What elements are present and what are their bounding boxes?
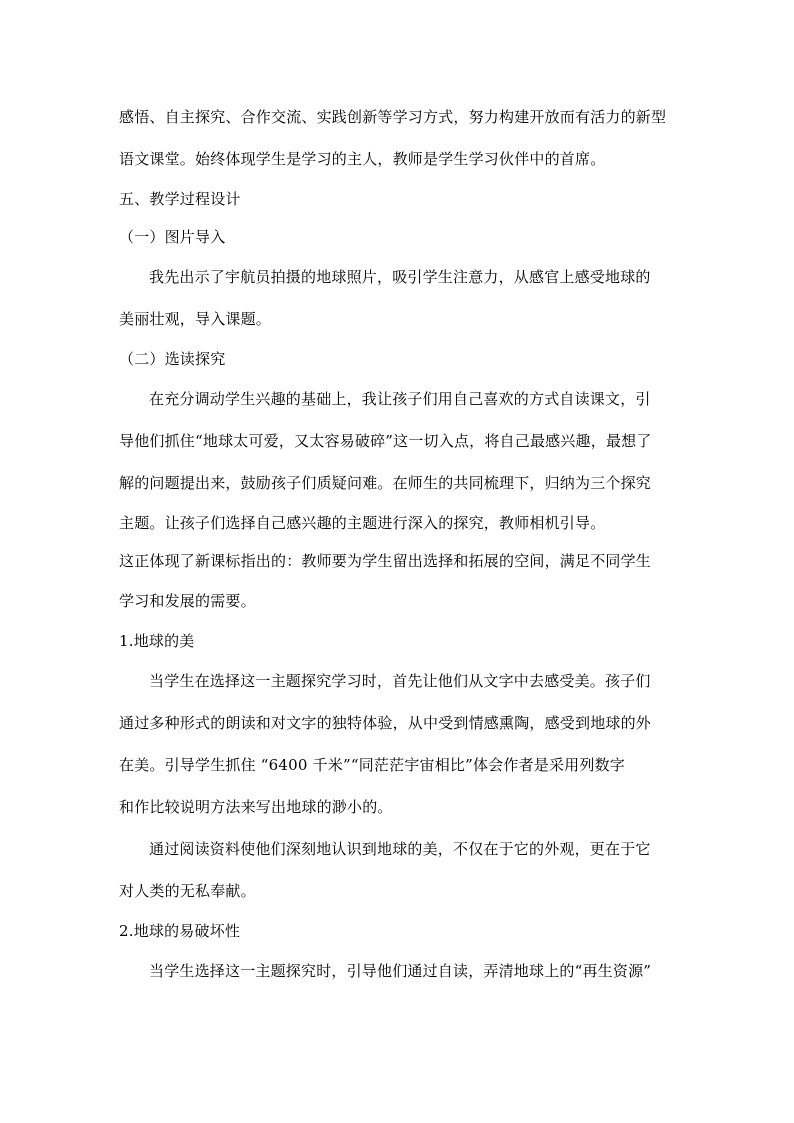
text-line: 通过阅读资料使他们深刻地认识到地球的美，不仅在于它的外观，更在于它 [149, 840, 651, 858]
text-line: 感悟、自主探究、合作交流、实践创新等学习方式，努力构建开放而有活力的新型 [119, 108, 667, 126]
text-line: 在充分调动学生兴趣的基础上，我让孩子们用自己喜欢的方式自读课文，引 [149, 390, 651, 408]
text-line: 语文课堂。始终体现学生是学习的主人，教师是学生学习伙伴中的首席。 [119, 150, 606, 168]
text-line: 和作比较说明方法来写出地球的渺小的。 [119, 798, 393, 816]
list-item-heading: 1.地球的美 [119, 632, 195, 650]
subheading: （二）选读探究 [119, 350, 226, 368]
text-line: 导他们抓住“地球太可爱，又太容易破碎”这一切入点，将自己最感兴趣，最想了 [119, 432, 652, 450]
text-line: 学习和发展的需要。 [119, 592, 256, 610]
subheading: （一）图片导入 [119, 228, 226, 246]
text-line: 我先出示了宇航员拍摄的地球照片，吸引学生注意力，从感官上感受地球的 [149, 268, 651, 286]
document-page [119, 96, 679, 992]
text-line: 美丽壮观，导入课题。 [119, 310, 272, 328]
text-line: 主题。让孩子们选择自己感兴趣的主题进行深入的探究，教师相机引导。 [119, 514, 606, 532]
text-line: 通过多种形式的朗读和对文字的独特体验，从中受到情感熏陶，感受到地球的外 [119, 714, 652, 732]
section-heading: 五、教学过程设计 [119, 190, 241, 208]
text-line: 解的问题提出来，鼓励孩子们质疑问难。在师生的共同梳理下，归纳为三个探究 [119, 474, 652, 492]
text-line: 当学生选择这一主题探究时，引导他们通过自读，弄清地球上的“再生资源” [149, 962, 652, 980]
list-item-heading: 2.地球的易破坏性 [119, 922, 241, 940]
text-line: 在美。引导学生抓住 “6400 千米”“同茫茫宇宙相比”体会作者是采用列数字 [119, 756, 625, 774]
text-line: 对人类的无私奉献。 [119, 882, 256, 900]
text-line: 这正体现了新课标指出的：教师要为学生留出选择和拓展的空间，满足不同学生 [119, 552, 652, 570]
text-line: 当学生在选择这一主题探究学习时，首先让他们从文字中去感受美。孩子们 [149, 672, 651, 690]
